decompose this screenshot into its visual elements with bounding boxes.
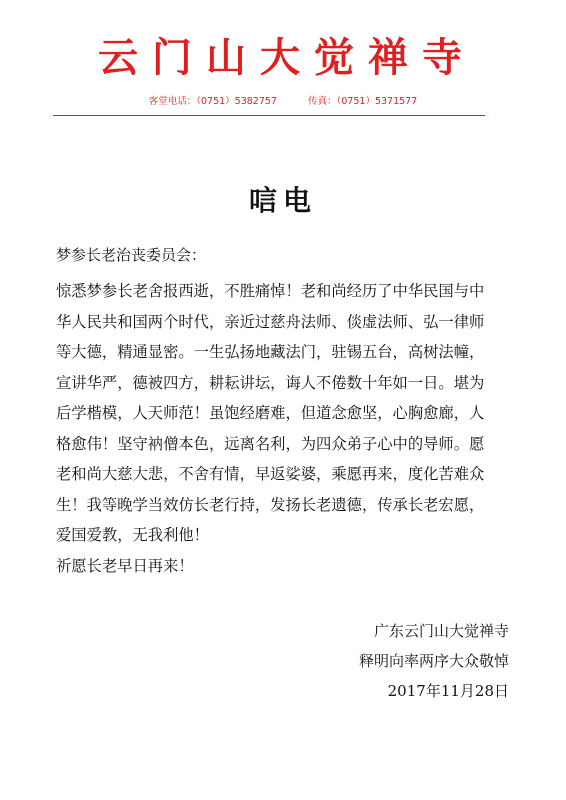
body-line: 华人民共和国两个时代，亲近过慈舟法师、倓虚法师、弘一律师: [56, 312, 485, 331]
body-line: 祈愿长老早日再来！: [56, 556, 194, 575]
signature-date: 2017年11月28日: [387, 682, 509, 700]
salutation: 梦参长老治丧委员会：: [56, 246, 207, 264]
body-text: [56, 276, 516, 581]
body-line: 惊悉梦参长老舍报西逝，不胜痛悼！老和尚经历了中华民国与中: [56, 282, 485, 300]
signature-signatories: 释明向率两序大众敬悼: [358, 652, 509, 670]
body-line: 生！我等晚学当效仿长老行持，发扬长老遗德，传承长老宏愿，: [56, 495, 485, 514]
body-line: 爱国爱教，无我利他！: [56, 526, 209, 544]
document-heading: 唁电: [248, 184, 317, 217]
reception-phone: 客堂电话：（0751）5382757: [148, 96, 277, 107]
body-line: 宣讲华严，德被四方，耕耘讲坛，诲人不倦数十年如一日。堪为: [56, 373, 485, 392]
body-line: 格愈伟！坚守衲僧本色，远离名利，为四众弟子心中的导师。愿: [56, 434, 485, 453]
body-line: 后学楷模，人天师范！虽饱经磨难，但道念愈坚，心胸愈廊，人: [56, 404, 485, 422]
signature-block: [359, 616, 509, 706]
signature-organization: 广东云门山大觉禅寺: [373, 622, 509, 640]
fax-number: 传真：（0751）5371577: [308, 96, 418, 107]
body-line: 等大德，精通显密。一生弘扬地藏法门，驻锡五台，高树法幢，: [56, 343, 485, 361]
contact-line: [0, 96, 566, 108]
letterhead-divider: [53, 115, 485, 116]
body-line: 老和尚大慈大悲，不舍有情，早返娑婆，乘愿再来，度化苦难众: [56, 465, 485, 483]
letterhead-title: 云门山大觉禅寺: [98, 34, 476, 81]
